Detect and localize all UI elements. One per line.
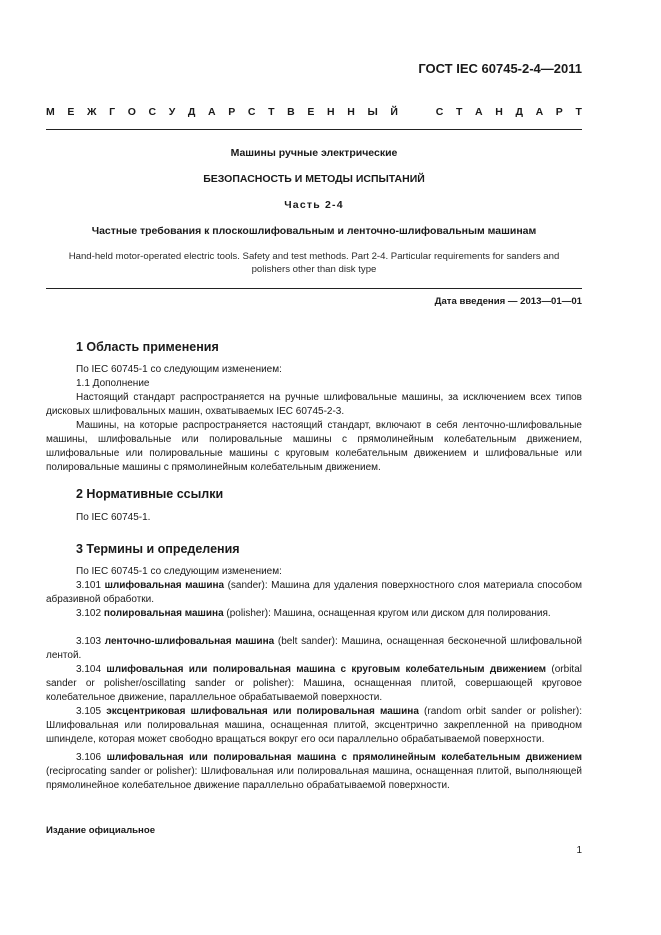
official-edition-note: Издание официальное	[46, 825, 156, 836]
term-text: (sander): Машина для удаления поверхностного слоя материала способом абразивной обработки.	[46, 580, 583, 605]
interstate-standard-banner	[46, 106, 582, 118]
title-part: Часть 2-4	[284, 199, 344, 211]
section-3-p1: По IEC 60745-1 со следующим изменением:	[76, 566, 282, 577]
term-text: (random orbit sander or polisher): Шлифовальная или полировальная машина, оснащенная плитой, эксцентрично закрепленной на приводном шпинделе, которая может свободно вращаться вокруг его оси параллельно обрабатываемой поверхности.	[46, 706, 582, 745]
banner-letter: Н	[327, 106, 335, 118]
banner-letter: Ы	[367, 106, 378, 118]
term-text: (orbital sander or polisher/oscillating sander or polisher): Машина, оснащенная плитой, совершающей круговое колебательное движение, параллельное обрабатываемой поверхности.	[46, 664, 582, 703]
term-name: эксцентриковая шлифовальная или полировальная машина	[106, 706, 419, 717]
term-3-104	[46, 663, 582, 705]
english-title: Hand-held motor-operated electric tools. Safety and test methods. Part 2-4. Particular requirements for sanders and polishers other than disk type	[68, 251, 560, 275]
term-3-101	[46, 579, 582, 607]
banner-letter: Т	[575, 106, 582, 118]
title-line-4: Частные требования к плоскошлифовальным и ленточно-шлифовальным машинам	[91, 225, 537, 237]
term-number: 3.105	[76, 706, 102, 717]
section-1-p2: 1.1 Дополнение	[76, 378, 150, 389]
section-2-p1: По IEC 60745-1.	[76, 512, 151, 523]
banner-letter: А	[475, 106, 483, 118]
term-text: (belt sander): Машина, оснащенная бесконечной шлифовальной лентой.	[46, 636, 582, 661]
section-1-heading: 1 Область применения	[76, 340, 219, 354]
top-rule	[46, 129, 582, 130]
banner-letter: Р	[228, 106, 236, 118]
term-3-106	[46, 751, 582, 793]
term-3-103	[46, 635, 582, 663]
banner-letter: Н	[347, 106, 355, 118]
section-3-heading: 3 Термины и определения	[76, 542, 240, 556]
banner-letter: Т	[455, 106, 463, 118]
banner-letter: Е	[307, 106, 315, 118]
banner-letter: Р	[555, 106, 563, 118]
banner-letter: Й	[390, 106, 398, 118]
title-line-1: Машины ручные электрические	[230, 147, 398, 159]
section-1-p1: По IEC 60745-1 со следующим изменением:	[76, 364, 282, 375]
term-name: шлифовальная или полировальная машина с прямолинейным колебательным движением	[106, 752, 582, 763]
term-name: шлифовальная машина	[104, 580, 225, 591]
standard-code: ГОСТ IEC 60745-2-4—2011	[418, 61, 582, 76]
banner-letter: С	[247, 106, 256, 118]
banner-letter: У	[168, 106, 176, 118]
page-number: 1	[576, 845, 582, 856]
banner-letter: Т	[268, 106, 275, 118]
introduction-date: Дата введения — 2013—01—01	[434, 296, 582, 307]
term-number: 3.106	[76, 752, 102, 763]
banner-letter: Н	[495, 106, 503, 118]
term-number: 3.101	[76, 580, 102, 591]
banner-letter: Ж	[87, 106, 97, 118]
banner-letter: С	[435, 106, 444, 118]
term-text: (polisher): Машина, оснащенная кругом или диском для полирования.	[223, 608, 551, 619]
term-number: 3.102	[76, 608, 102, 619]
term-3-105	[46, 705, 582, 747]
banner-letter: С	[148, 106, 157, 118]
term-text: (reciprocating sander or polisher): Шлифовальная или полировальная машина, оснащенная плитой, выполняющей прямолинейное колебательное движение параллельно обрабатываемой поверхности.	[46, 766, 582, 791]
term-name: шлифовальная или полировальная машина с круговым колебательным движением	[106, 664, 547, 675]
section-1-p4: Машины, на которые распространяется настоящий стандарт, включают в себя ленточно-шлифовальные машины, шлифовальные или полировальные машины с прямолинейным колебательным движением, шлифовальные или полировальные машины с круговым колебательным движением и шлифовальные или полировальные машины с прямолинейным колебательным движением.	[46, 420, 582, 473]
section-1-p3: Настоящий стандарт распространяется на ручные шлифовальные машины, за исключением всех типов дисковых шлифовальных машин, охватываемых IEC 60745-2-3.	[46, 392, 582, 417]
term-number: 3.103	[76, 636, 102, 647]
term-name: полировальная машина	[103, 608, 224, 619]
banner-letter: М	[46, 106, 55, 118]
title-line-2: БЕЗОПАСНОСТЬ И МЕТОДЫ ИСПЫТАНИЙ	[203, 173, 425, 185]
term-name: ленточно-шлифовальная машина	[104, 636, 275, 647]
title-rule	[46, 288, 582, 289]
banner-letter: А	[208, 106, 216, 118]
banner-letter: Г	[109, 106, 116, 118]
banner-letter: Е	[67, 106, 75, 118]
banner-letter: В	[287, 106, 295, 118]
banner-letter: Д	[187, 106, 196, 118]
banner-letter: О	[127, 106, 136, 118]
banner-letter: Д	[515, 106, 523, 118]
banner-letter: А	[535, 106, 544, 118]
term-number: 3.104	[76, 664, 102, 675]
term-3-102	[46, 607, 582, 621]
section-2-heading: 2 Нормативные ссылки	[76, 487, 224, 501]
